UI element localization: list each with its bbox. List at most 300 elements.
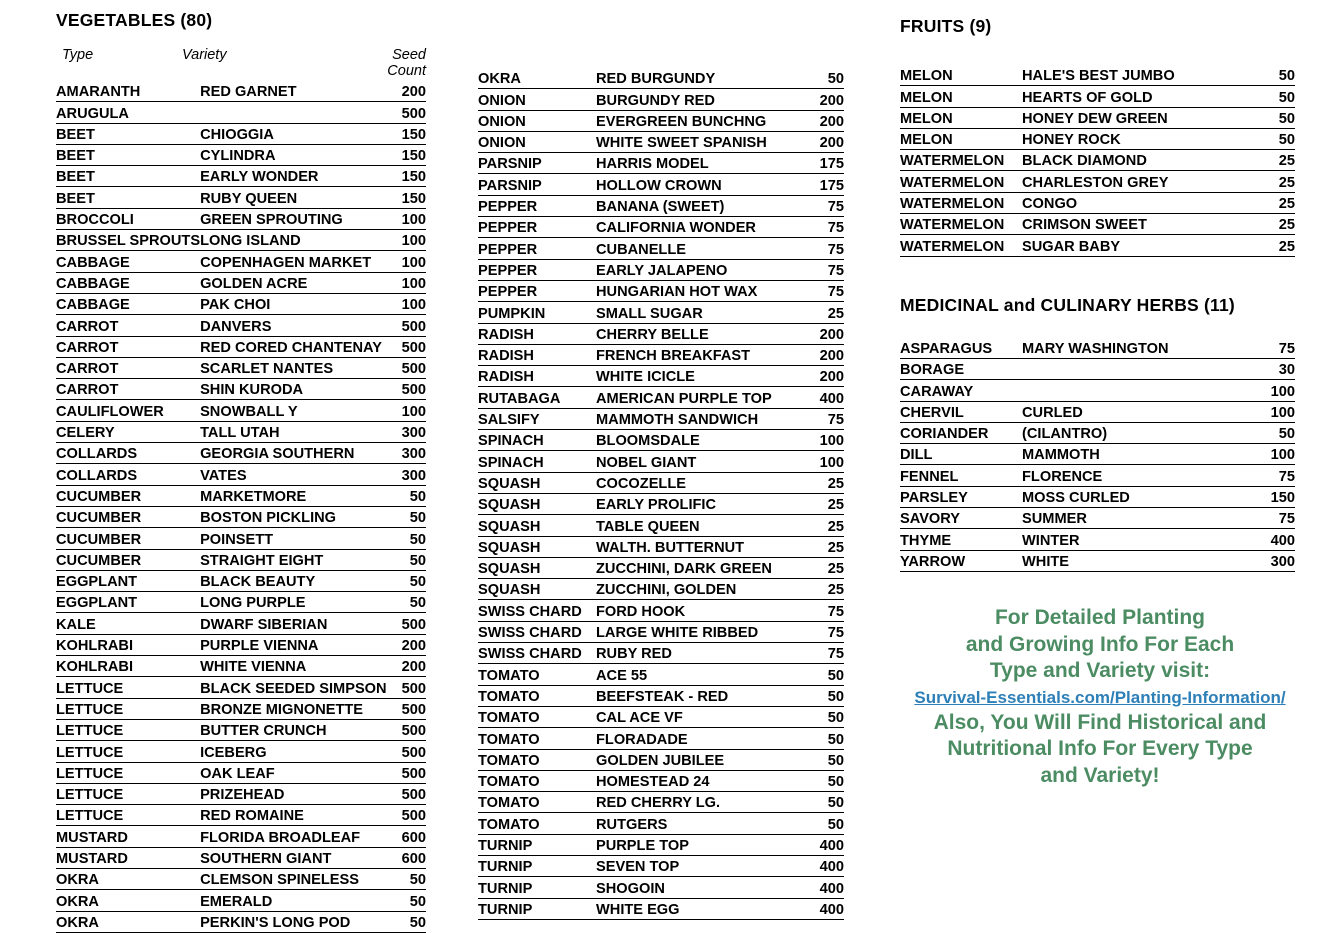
cell-seed-count: 100 bbox=[391, 400, 426, 421]
cell-seed-count: 50 bbox=[1250, 65, 1296, 86]
cell-variety: GEORGIA SOUTHERN bbox=[200, 443, 391, 464]
cell-type: CELERY bbox=[56, 421, 200, 442]
cell-type: ONION bbox=[478, 131, 596, 152]
table-row bbox=[478, 344, 844, 365]
cell-variety: VATES bbox=[200, 464, 391, 485]
cell-type: ONION bbox=[478, 89, 596, 110]
table-row bbox=[478, 302, 844, 323]
cell-type: TOMATO bbox=[478, 770, 596, 791]
table-row bbox=[478, 366, 844, 387]
cell-variety: HALE'S BEST JUMBO bbox=[1022, 65, 1249, 86]
table-row bbox=[478, 621, 844, 642]
table-row bbox=[56, 634, 426, 655]
cell-variety: FORD HOOK bbox=[596, 600, 794, 621]
cell-type: SWISS CHARD bbox=[478, 643, 596, 664]
cell-seed-count: 150 bbox=[391, 144, 426, 165]
cell-type: MUSTARD bbox=[56, 826, 200, 847]
cell-variety: WHITE bbox=[1022, 550, 1249, 571]
cell-variety: ZUCCHINI, DARK GREEN bbox=[596, 557, 794, 578]
table-row bbox=[56, 805, 426, 826]
cell-type: RADISH bbox=[478, 366, 596, 387]
cell-variety: POINSETT bbox=[200, 528, 391, 549]
table-row bbox=[478, 387, 844, 408]
cell-variety: HONEY DEW GREEN bbox=[1022, 107, 1249, 128]
cell-type: BORAGE bbox=[900, 358, 1022, 379]
cell-variety: BLOOMSDALE bbox=[596, 430, 794, 451]
cell-type: KALE bbox=[56, 613, 200, 634]
table-row bbox=[56, 506, 426, 527]
cell-variety: CALIFORNIA WONDER bbox=[596, 217, 794, 238]
header-variety: Variety bbox=[182, 47, 227, 63]
cell-type: WATERMELON bbox=[900, 171, 1022, 192]
cell-type: TOMATO bbox=[478, 728, 596, 749]
vegetables-column bbox=[56, 0, 426, 933]
cell-type: PEPPER bbox=[478, 217, 596, 238]
table-row bbox=[478, 792, 844, 813]
cell-seed-count: 100 bbox=[391, 208, 426, 229]
table-row bbox=[478, 749, 844, 770]
cell-type: CARROT bbox=[56, 379, 200, 400]
cell-seed-count: 50 bbox=[1250, 86, 1296, 107]
cell-type: WATERMELON bbox=[900, 192, 1022, 213]
cell-variety: BLACK DIAMOND bbox=[1022, 150, 1249, 171]
cell-variety: WHITE EGG bbox=[596, 898, 794, 919]
cell-type: CARROT bbox=[56, 315, 200, 336]
vegetables-continued-column bbox=[478, 0, 844, 920]
cell-type: LETTUCE bbox=[56, 741, 200, 762]
cell-seed-count: 75 bbox=[794, 195, 844, 216]
cell-variety: SCARLET NANTES bbox=[200, 357, 391, 378]
cell-seed-count: 400 bbox=[1250, 529, 1296, 550]
cell-seed-count: 200 bbox=[391, 634, 426, 655]
cell-type: CARAWAY bbox=[900, 380, 1022, 401]
cell-seed-count: 100 bbox=[794, 451, 844, 472]
cell-variety: (CILANTRO) bbox=[1022, 422, 1249, 443]
cell-variety: HUNGARIAN HOT WAX bbox=[596, 280, 794, 301]
cell-seed-count: 50 bbox=[391, 890, 426, 911]
cell-type: SALSIFY bbox=[478, 408, 596, 429]
cell-variety: HOMESTEAD 24 bbox=[596, 770, 794, 791]
promo-line-4: Also, You Will Find Historical and bbox=[933, 710, 1267, 734]
cell-seed-count: 50 bbox=[794, 685, 844, 706]
cell-seed-count: 200 bbox=[794, 89, 844, 110]
table-row bbox=[900, 508, 1295, 529]
cell-type: TOMATO bbox=[478, 813, 596, 834]
cell-seed-count: 50 bbox=[794, 728, 844, 749]
cell-variety: CLEMSON SPINELESS bbox=[200, 868, 391, 889]
cell-type: OKRA bbox=[56, 911, 200, 932]
cell-seed-count: 100 bbox=[391, 272, 426, 293]
cell-variety: PURPLE TOP bbox=[596, 834, 794, 855]
table-row bbox=[56, 166, 426, 187]
cell-seed-count: 25 bbox=[794, 472, 844, 493]
table-row bbox=[56, 826, 426, 847]
vegetables-continued-table bbox=[478, 68, 844, 920]
cell-type: TURNIP bbox=[478, 898, 596, 919]
cell-type: SQUASH bbox=[478, 579, 596, 600]
header-seed-count: Seed Count bbox=[387, 47, 426, 79]
cell-type: PARSNIP bbox=[478, 153, 596, 174]
cell-type: BEET bbox=[56, 166, 200, 187]
cell-variety: BURGUNDY RED bbox=[596, 89, 794, 110]
table-row bbox=[478, 515, 844, 536]
cell-variety: DWARF SIBERIAN bbox=[200, 613, 391, 634]
cell-variety: EMERALD bbox=[200, 890, 391, 911]
cell-variety: NOBEL GIANT bbox=[596, 451, 794, 472]
table-row bbox=[478, 643, 844, 664]
table-row bbox=[56, 698, 426, 719]
cell-type: SWISS CHARD bbox=[478, 600, 596, 621]
cell-variety: SHOGOIN bbox=[596, 877, 794, 898]
cell-variety: DANVERS bbox=[200, 315, 391, 336]
cell-variety: BRONZE MIGNONETTE bbox=[200, 698, 391, 719]
table-row bbox=[56, 613, 426, 634]
cell-seed-count: 200 bbox=[794, 323, 844, 344]
cell-type: CARROT bbox=[56, 357, 200, 378]
table-row bbox=[56, 677, 426, 698]
cell-type: LETTUCE bbox=[56, 783, 200, 804]
cell-type: TOMATO bbox=[478, 706, 596, 727]
cell-type: BEET bbox=[56, 187, 200, 208]
cell-variety: FLORENCE bbox=[1022, 465, 1249, 486]
cell-type: RUTABAGA bbox=[478, 387, 596, 408]
table-row bbox=[56, 762, 426, 783]
cell-type: CAULIFLOWER bbox=[56, 400, 200, 421]
cell-variety: CYLINDRA bbox=[200, 144, 391, 165]
cell-seed-count: 400 bbox=[794, 387, 844, 408]
cell-variety: PERKIN'S LONG POD bbox=[200, 911, 391, 932]
promo-line-2: and Growing Info For Each bbox=[965, 632, 1235, 656]
table-row bbox=[478, 557, 844, 578]
cell-type: RADISH bbox=[478, 344, 596, 365]
cell-variety: HONEY ROCK bbox=[1022, 128, 1249, 149]
cell-variety: EVERGREEN BUNCHNG bbox=[596, 110, 794, 131]
cell-variety: RED GARNET bbox=[200, 81, 391, 102]
cell-seed-count: 50 bbox=[794, 68, 844, 89]
cell-type: AMARANTH bbox=[56, 81, 200, 102]
table-row bbox=[478, 813, 844, 834]
cell-seed-count: 400 bbox=[794, 898, 844, 919]
cell-seed-count: 50 bbox=[391, 506, 426, 527]
planting-information-link[interactable]: Survival-Essentials.com/Planting-Information/ bbox=[914, 687, 1286, 707]
table-row bbox=[478, 536, 844, 557]
cell-seed-count: 175 bbox=[794, 174, 844, 195]
cell-type: DILL bbox=[900, 444, 1022, 465]
cell-variety: WHITE VIENNA bbox=[200, 656, 391, 677]
cell-variety: BLACK BEAUTY bbox=[200, 570, 391, 591]
cell-seed-count: 100 bbox=[391, 293, 426, 314]
cell-seed-count: 200 bbox=[794, 131, 844, 152]
cell-type: SQUASH bbox=[478, 557, 596, 578]
cell-seed-count: 500 bbox=[391, 741, 426, 762]
table-row bbox=[56, 464, 426, 485]
cell-seed-count: 600 bbox=[391, 847, 426, 868]
cell-type: CUCUMBER bbox=[56, 506, 200, 527]
cell-type: SPINACH bbox=[478, 430, 596, 451]
vegetables-table-body bbox=[56, 81, 426, 932]
table-row bbox=[56, 570, 426, 591]
cell-type: MELON bbox=[900, 86, 1022, 107]
cell-seed-count: 30 bbox=[1250, 358, 1296, 379]
fruits-table-body bbox=[900, 65, 1295, 256]
table-row bbox=[900, 550, 1295, 571]
cell-type: MELON bbox=[900, 128, 1022, 149]
cell-seed-count: 100 bbox=[391, 251, 426, 272]
cell-seed-count: 50 bbox=[1250, 422, 1296, 443]
cell-type: PEPPER bbox=[478, 195, 596, 216]
cell-type: YARROW bbox=[900, 550, 1022, 571]
cell-seed-count: 50 bbox=[794, 706, 844, 727]
cell-type: PARSNIP bbox=[478, 174, 596, 195]
table-row bbox=[478, 855, 844, 876]
cell-seed-count: 500 bbox=[391, 357, 426, 378]
cell-seed-count: 50 bbox=[794, 770, 844, 791]
cell-seed-count: 100 bbox=[391, 230, 426, 251]
cell-type: TURNIP bbox=[478, 834, 596, 855]
cell-seed-count: 500 bbox=[391, 613, 426, 634]
cell-type: CABBAGE bbox=[56, 272, 200, 293]
cell-variety: OAK LEAF bbox=[200, 762, 391, 783]
cell-seed-count: 400 bbox=[794, 834, 844, 855]
cell-variety: WHITE ICICLE bbox=[596, 366, 794, 387]
cell-type: LETTUCE bbox=[56, 762, 200, 783]
cell-variety: LONG ISLAND bbox=[200, 230, 391, 251]
cell-variety: MAMMOTH SANDWICH bbox=[596, 408, 794, 429]
table-row bbox=[900, 150, 1295, 171]
table-row bbox=[56, 315, 426, 336]
cell-variety: RUBY RED bbox=[596, 643, 794, 664]
cell-variety: PAK CHOI bbox=[200, 293, 391, 314]
table-row bbox=[56, 549, 426, 570]
cell-seed-count: 100 bbox=[1250, 401, 1296, 422]
cell-type: FENNEL bbox=[900, 465, 1022, 486]
table-row bbox=[900, 401, 1295, 422]
cell-seed-count: 50 bbox=[391, 868, 426, 889]
cell-variety: ACE 55 bbox=[596, 664, 794, 685]
table-row bbox=[478, 131, 844, 152]
cell-type: TOMATO bbox=[478, 792, 596, 813]
cell-seed-count: 500 bbox=[391, 102, 426, 123]
cell-variety: RED CHERRY LG. bbox=[596, 792, 794, 813]
cell-seed-count: 400 bbox=[794, 855, 844, 876]
table-row bbox=[56, 230, 426, 251]
cell-variety: FRENCH BREAKFAST bbox=[596, 344, 794, 365]
cell-type: PEPPER bbox=[478, 259, 596, 280]
cell-seed-count: 75 bbox=[794, 408, 844, 429]
promo-block bbox=[900, 605, 1300, 789]
table-row bbox=[900, 486, 1295, 507]
table-row bbox=[478, 728, 844, 749]
cell-type: BEET bbox=[56, 123, 200, 144]
cell-seed-count: 200 bbox=[794, 366, 844, 387]
cell-variety: MAMMOTH bbox=[1022, 444, 1249, 465]
cell-seed-count: 50 bbox=[1250, 128, 1296, 149]
cell-seed-count: 75 bbox=[794, 280, 844, 301]
table-row bbox=[56, 187, 426, 208]
cell-seed-count: 75 bbox=[794, 621, 844, 642]
cell-seed-count: 75 bbox=[1250, 465, 1296, 486]
cell-variety: PURPLE VIENNA bbox=[200, 634, 391, 655]
table-row bbox=[900, 529, 1295, 550]
cell-variety: COPENHAGEN MARKET bbox=[200, 251, 391, 272]
promo-line-5: Nutritional Info For Every Type bbox=[947, 737, 1253, 760]
table-row bbox=[56, 741, 426, 762]
cell-type: SQUASH bbox=[478, 515, 596, 536]
cell-variety: FLORIDA BROADLEAF bbox=[200, 826, 391, 847]
cell-type: MELON bbox=[900, 107, 1022, 128]
cell-seed-count: 75 bbox=[794, 259, 844, 280]
cell-variety: STRAIGHT EIGHT bbox=[200, 549, 391, 570]
table-row bbox=[56, 443, 426, 464]
cell-variety: CRIMSON SWEET bbox=[1022, 214, 1249, 235]
cell-seed-count: 25 bbox=[1250, 235, 1296, 256]
cell-seed-count: 50 bbox=[794, 664, 844, 685]
table-row bbox=[478, 600, 844, 621]
cell-type: SPINACH bbox=[478, 451, 596, 472]
table-row bbox=[478, 430, 844, 451]
cell-seed-count: 75 bbox=[1250, 508, 1296, 529]
promo-line-3: Type and Variety visit: bbox=[989, 659, 1211, 682]
table-row bbox=[900, 380, 1295, 401]
cell-seed-count: 300 bbox=[391, 464, 426, 485]
vegetables-title: VEGETABLES (80) bbox=[56, 10, 213, 30]
cell-variety: WALTH. BUTTERNUT bbox=[596, 536, 794, 557]
cell-seed-count: 75 bbox=[794, 643, 844, 664]
table-row bbox=[900, 422, 1295, 443]
cell-variety: TALL UTAH bbox=[200, 421, 391, 442]
cell-variety: CONGO bbox=[1022, 192, 1249, 213]
cell-type: THYME bbox=[900, 529, 1022, 550]
cell-variety: ICEBERG bbox=[200, 741, 391, 762]
cell-seed-count: 25 bbox=[794, 515, 844, 536]
table-row bbox=[478, 280, 844, 301]
table-row bbox=[478, 89, 844, 110]
vegetables-continued-table-body bbox=[478, 68, 844, 919]
cell-seed-count: 400 bbox=[794, 877, 844, 898]
cell-variety: CURLED bbox=[1022, 401, 1249, 422]
cell-variety: SOUTHERN GIANT bbox=[200, 847, 391, 868]
cell-variety: AMERICAN PURPLE TOP bbox=[596, 387, 794, 408]
cell-type: TOMATO bbox=[478, 664, 596, 685]
table-row bbox=[478, 68, 844, 89]
cell-seed-count: 200 bbox=[391, 656, 426, 677]
cell-seed-count: 50 bbox=[391, 592, 426, 613]
cell-type: ONION bbox=[478, 110, 596, 131]
cell-type: TURNIP bbox=[478, 877, 596, 898]
table-row bbox=[478, 664, 844, 685]
cell-type: TOMATO bbox=[478, 749, 596, 770]
cell-type: OKRA bbox=[478, 68, 596, 89]
cell-seed-count: 300 bbox=[1250, 550, 1296, 571]
cell-seed-count: 500 bbox=[391, 719, 426, 740]
cell-type: MUSTARD bbox=[56, 847, 200, 868]
cell-seed-count: 75 bbox=[794, 600, 844, 621]
cell-seed-count: 25 bbox=[794, 536, 844, 557]
cell-variety: GOLDEN ACRE bbox=[200, 272, 391, 293]
table-row bbox=[900, 192, 1295, 213]
cell-variety bbox=[1022, 358, 1249, 379]
table-row bbox=[900, 86, 1295, 107]
cell-seed-count: 500 bbox=[391, 315, 426, 336]
table-row bbox=[900, 358, 1295, 379]
cell-seed-count: 50 bbox=[794, 792, 844, 813]
table-row bbox=[478, 217, 844, 238]
table-row bbox=[56, 528, 426, 549]
cell-type: BEET bbox=[56, 144, 200, 165]
cell-variety: FLORADADE bbox=[596, 728, 794, 749]
table-row bbox=[478, 238, 844, 259]
cell-variety: SMALL SUGAR bbox=[596, 302, 794, 323]
table-row bbox=[478, 408, 844, 429]
cell-variety: SUMMER bbox=[1022, 508, 1249, 529]
table-row bbox=[56, 144, 426, 165]
cell-type: KOHLRABI bbox=[56, 634, 200, 655]
cell-variety: SNOWBALL Y bbox=[200, 400, 391, 421]
table-row bbox=[478, 174, 844, 195]
table-row bbox=[478, 877, 844, 898]
cell-type: ARUGULA bbox=[56, 102, 200, 123]
cell-type: BROCCOLI bbox=[56, 208, 200, 229]
table-row bbox=[56, 123, 426, 144]
cell-type: COLLARDS bbox=[56, 443, 200, 464]
cell-seed-count: 25 bbox=[794, 557, 844, 578]
cell-variety bbox=[200, 102, 391, 123]
cell-variety: WHITE SWEET SPANISH bbox=[596, 131, 794, 152]
cell-type: LETTUCE bbox=[56, 719, 200, 740]
cell-type: PEPPER bbox=[478, 238, 596, 259]
cell-variety: RUTGERS bbox=[596, 813, 794, 834]
table-row bbox=[56, 719, 426, 740]
cell-seed-count: 100 bbox=[1250, 444, 1296, 465]
fruits-table bbox=[900, 65, 1295, 257]
table-row bbox=[478, 834, 844, 855]
cell-variety: EARLY JALAPENO bbox=[596, 259, 794, 280]
herbs-table-body bbox=[900, 338, 1295, 572]
cell-variety: CUBANELLE bbox=[596, 238, 794, 259]
cell-variety: EARLY WONDER bbox=[200, 166, 391, 187]
cell-variety: BEEFSTEAK - RED bbox=[596, 685, 794, 706]
cell-type: SQUASH bbox=[478, 493, 596, 514]
cell-type: CORIANDER bbox=[900, 422, 1022, 443]
cell-variety: BOSTON PICKLING bbox=[200, 506, 391, 527]
cell-variety: BANANA (SWEET) bbox=[596, 195, 794, 216]
table-row bbox=[56, 485, 426, 506]
cell-variety: SUGAR BABY bbox=[1022, 235, 1249, 256]
cell-seed-count: 500 bbox=[391, 698, 426, 719]
table-row bbox=[56, 592, 426, 613]
cell-seed-count: 500 bbox=[391, 783, 426, 804]
cell-type: WATERMELON bbox=[900, 150, 1022, 171]
cell-seed-count: 75 bbox=[1250, 338, 1296, 359]
cell-variety: GOLDEN JUBILEE bbox=[596, 749, 794, 770]
cell-seed-count: 500 bbox=[391, 336, 426, 357]
cell-variety: TABLE QUEEN bbox=[596, 515, 794, 536]
cell-type: TOMATO bbox=[478, 685, 596, 706]
cell-type: WATERMELON bbox=[900, 235, 1022, 256]
cell-seed-count: 500 bbox=[391, 805, 426, 826]
table-row bbox=[900, 465, 1295, 486]
table-row bbox=[56, 421, 426, 442]
cell-seed-count: 25 bbox=[794, 493, 844, 514]
promo-line-1: For Detailed Planting bbox=[994, 606, 1206, 629]
cell-variety: SEVEN TOP bbox=[596, 855, 794, 876]
table-row bbox=[478, 153, 844, 174]
cell-seed-count: 50 bbox=[391, 485, 426, 506]
table-row bbox=[56, 400, 426, 421]
cell-seed-count: 75 bbox=[794, 217, 844, 238]
cell-variety: WINTER bbox=[1022, 529, 1249, 550]
cell-seed-count: 25 bbox=[1250, 171, 1296, 192]
